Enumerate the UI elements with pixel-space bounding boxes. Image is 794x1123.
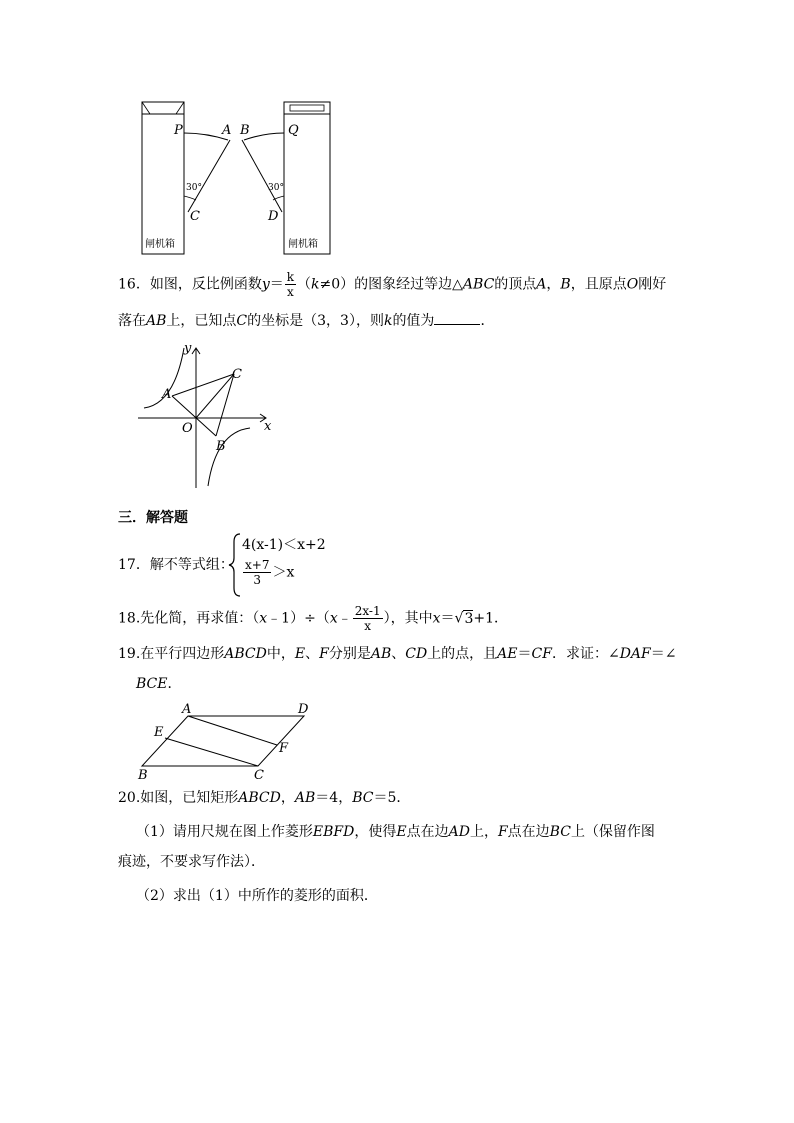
hyperbola-branch-right — [208, 428, 250, 486]
label-x: x — [264, 419, 272, 434]
label-A: A — [162, 387, 172, 402]
label-B: B — [240, 123, 250, 138]
label-A: A — [182, 702, 192, 717]
hyperbola-figure — [134, 340, 284, 492]
label-y: y — [184, 341, 192, 356]
label-C: C — [254, 768, 264, 782]
label-C: C — [232, 367, 242, 382]
angle-label-right: 30° — [268, 183, 284, 193]
question-20-part1-line2: 痕迹，不要求写作法）． — [118, 854, 265, 870]
question-17-label: 17．解不等式组： — [118, 557, 234, 573]
label-D: D — [268, 209, 279, 224]
system-brace — [228, 532, 242, 598]
label-D: D — [298, 702, 309, 717]
inequality-2: $\frac{x+7}{3}$ ＞x — [245, 558, 295, 587]
question-18: 18.先化简，再求值：（x﹣1）÷（x﹣ $\frac{2x-1}{x}$ ），其中x＝√3+1． — [118, 604, 508, 633]
question-16-line1: 16．如图，反比例函数y＝ $\frac{k}{x}$ （k≠0）的图象经过等边△ABC的顶点A，B，且原点O刚好 — [118, 270, 667, 299]
right-flap-bd — [242, 140, 282, 212]
label-B: B — [216, 439, 226, 454]
question-20-part1-line1: （1）请用尺规在图上作菱形EBFD，使得E点在边AD上，F点在边BC上（保留作图 — [136, 824, 655, 840]
label-F: F — [279, 741, 289, 756]
segment-af — [188, 716, 277, 745]
question-16-line2: 落在AB上，已知点C的坐标是（3，3），则k的值为 ． — [118, 310, 494, 331]
label-P: P — [174, 123, 183, 138]
label-O: O — [182, 421, 193, 436]
left-flap-ac — [188, 140, 230, 212]
angle-label-left: 30° — [186, 183, 202, 193]
question-20-part2: （2）求出（1）中所作的菱形的面积． — [136, 888, 378, 904]
fraction-x-plus-7-over-3: $\frac{x+7}{3}$ — [245, 558, 270, 587]
fraction-2x-1-over-x: $\frac{2x-1}{x}$ — [354, 604, 381, 633]
box-label-right: 闸机箱 — [288, 239, 318, 250]
box-label-left: 闸机箱 — [145, 239, 175, 250]
label-E: E — [154, 725, 164, 740]
sqrt-sign: √ — [454, 610, 464, 627]
label-B: B — [138, 768, 148, 782]
question-19-line2: BCE． — [136, 676, 182, 692]
turnstile-figure — [136, 96, 346, 260]
section-heading: 三．解答题 — [118, 510, 188, 526]
label-Q: Q — [288, 123, 299, 138]
label-C: C — [190, 209, 200, 224]
question-19-line1: 19.在平行四边形ABCD中，E、F分别是AB、CD上的点，且AE＝CF．求证：∠DAF＝∠ — [118, 646, 677, 662]
inequality-1: 4(x-1)＜x+2 — [242, 537, 326, 553]
fraction-k-over-x: $\frac{k}{x}$ — [286, 270, 295, 299]
answer-blank — [434, 310, 480, 325]
parallelogram-figure — [134, 700, 314, 782]
right-arc — [244, 133, 284, 140]
question-20: 20.如图，已知矩形ABCD，AB＝4，BC＝5． — [118, 790, 411, 806]
label-A: A — [222, 123, 232, 138]
segment-ec — [165, 738, 258, 766]
